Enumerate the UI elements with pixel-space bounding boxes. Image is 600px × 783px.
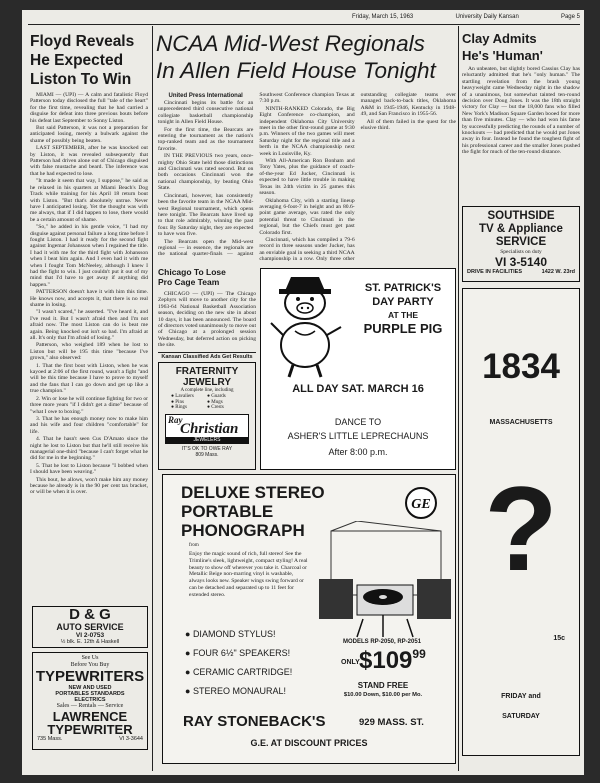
ad-1834-massachusetts: 1834 MASSACHUSETTS ? 15c FRIDAY and SATURDAY [462, 288, 580, 756]
clay-article: An unbeaten, but slightly bored Cassius Clay has reluctantly admitted that he's "only human." The startling revelation from the brash young heavyweight came Wednesday night in the shadow of a unanimous, but somewhat tainted ten-round decision over Doug Jones. It was the 18th straight victory for Clay — but the 18,000 fans who filled New York's Madison Square Garden booed for more than five minutes. Clay — who had won his fame by successfully predicting the rounds of a number of knockouts — had predicted that he would put Jones away in four. Instead he found the toughest fight of his professional career and the smaller Jones pushed the fight for much of the ten-round distance. [462, 66, 580, 156]
ncaa-article: United Press International Cincinnati begins its battle for an unprecedented third consecutive national collegiate basketball championship tonight in Allen Field House. For the first time, the Bearcats are entering the tournament as the nation's top-ranked team and as the tournament favorite. IN THE PREVIOUS two years, once-mighty Ohio State held those distinctions and Cincinnati was rated second. But on both occasions Cincinnati won the national championship, by beating Ohio State. Cincinnati, however, has consistently been the favorite team in the NCAA Mid-west Regional tournament, which opens here tonight. The Bearcats have lived up to that role admirably, winning the past four. By Saturday night, they are expected to have won five. The Bearcats open the Mid-west regional — in essence, the regionals are the national quarter-finals — against Southwest Conference champion Texas at 7:30 p.m. NINTH-RANKED Colorado, the Big Eight Conference co-champion, and independent Oklahoma City University meet in the other first-round game at 9:30 p.m. Winners of the two games will meet Saturday night for the regional title and a berth in the NCAA championship next week in Louisville, Ky. With All-American Ron Bonham and Tony Yates, plus the guidance of coach-of-the-year Ed Jucker, Cincinnati is expected to have little trouble in making Texas its 24th victim in 25 games this season. Oklahoma City, with a starting lineup averaging 6-foot-7 in height and an 80.6-point game average, was rated the only potential threat to Cincinnati in the regional, but the Chiefs must get past Colorado first. Cincinnati, which has compiled a 79-6 record in three seasons under Jucker, has an enviable goal in seeking a third NCAA championship in a row. Only three other outstanding collegiate teams ever managed back-to-back titles, Oklahoma A&M in 1945-1946, Kentucky in 1948-49, and San Francisco in 1955-56. All of them failed in the quest for the elusive third. [158, 92, 456, 263]
question-mark: ? [484, 462, 558, 596]
stereo-description: Enjoy the magic sound of rich, full stereo! See the Trimline's sleek, lightweight, compact styling! A real beauty to show off wherever you take it. Charcoal or Metallic Beige non-marring vinyl is washable, always looks new. Speaker wings swing forward or can be detached and separated up to 11 feet for extended stereo. [189, 551, 308, 598]
stereo-features: ● DIAMOND STYLUS! ● FOUR 6½" SPEAKERS! ● CERAMIC CARTRIDGE! ● STEREO MONAURAL! [185, 629, 293, 696]
purple-pig-ad: ST. PATRICK'S DAY PARTY AT THE PURPLE PIG ALL DAY SAT. MARCH 16 DANCE TO ASHER'S LITTLE LEPRECHAUNS After 8:00 p.m. [260, 268, 456, 470]
typewriter-ad: See Us Before You Buy TYPEWRITERS NEW AND USED PORTABLES STANDARDS ELECTRICS Sales — Rentals — Service LAWRENCE TYPEWRITER 735 Mass. VI 3-3644 [32, 652, 148, 750]
ncaa-headline: NCAA Mid-West Regionals In Allen Field House Tonight [156, 31, 436, 83]
chicago-article: CHICAGO — (UPI) — The Chicago Zephyrs will move to another city for the 1963-64 National Basketball Association season, deciding on the new site in about 10 days, it has been announced. The board of directors voted unanimously to move out of Chicago at a prolonged session Wednesday, but deferred action on picking the site. [158, 291, 256, 349]
newspaper-page [22, 10, 584, 775]
clay-headline: Clay Admits He's 'Human' [462, 31, 543, 63]
floyd-article: MIAMI — (UPI) — A calm and fatalistic Floyd Patterson today disclosed the full "tale of the heart" for the first time, revealing that he had carried a disguise for defeat into three previous bouts before his defeat last September to Sonny Liston. But said Patterson, it was not a preparation for anticipated losing, merely a bulwark against the shame of possibly being beaten. LAST SEPTEMBER, after he was knocked out by Liston, it was revealed subsequently that Patterson had driven alone out of Chicago disguised with false mustache and beard. The inference was that he had expected to lose. "It made it seem that way, I suppose," he said as he relaxed in his quarters at Miami Beach's Dog Track while training for his April 18 return bout with Liston. "But that's absolutely untrue. Never have I anticipated losing. Yet the thought was with me always, that if I did happen to lose, there would be a certain amount of shame. "So," he added in his gentle voice, "I had my disguise against personal failure a long time before I fought Liston. I had it ready for the second fight against Ingemar Johansson when I regained the title. I had it with me for the third fight with Johansson when I beat him again. And I even had it with me when I fought Tom McNeeley, although I knew I had the fight to win. I just couldn't put it out of my mind that I'd have to get away if anything did happen." PATTERSON doesn't have it with him this time. He knows now, and accepts it, that there is no real shame in losing. "I wasn't scared," he asserted. "I've heard it, and I've read it. But I wasn't afraid then and I'm not afraid now. The most Liston can do is beat me again. Being knocked out isn't so bad. I'm afraid at all. It's only that I'm afraid of losing." Patterson, who weighed 189 when he lost to Liston but will be 195 this time "because I've grown," also observed: 1. That the first bout with Liston, when he was kayoed at 2:06 of the first round, wasn't a fight "and will be this time because I have to prove to myself and the fans that I can go down and get up like a true champion." 2. Win or lose he will continue fighting for two or three more years "if I didn't get a dime" because of "what I owe to boxing." 3. That he has enough money now to make him and his wife and four children "comfortable" for life. 4. That he hasn't seen Cus D'Amato since the night he lost to Liston but that he'll still receive his managerial one-third "because I can't forget what he did for me in the beginning." 5. That he lost to Liston because "I bobbed when I should have been weaving." This bout, he allows, won't make him any money because he already is in the 90 per cent tax bracket, or will be when it is over. [30, 92, 148, 496]
fraternity-jewelry-ad: FRATERNITY JEWELRY A complete line, including ● Lavaliers ● Guards ● Pins ● Mugs ● Rings ● Crests Ray Christian JEWELERS IT'S OK TO OWE RAY 809 Mass. [158, 362, 256, 470]
southside-tv-ad: SOUTHSIDE TV & Appliance SERVICE Specialists on duty VI 3-5140 DRIVE IN FACILITIES 1422 W. 23rd [462, 206, 580, 282]
leprechaun-pig-icon [265, 273, 347, 381]
ge-logo-icon [405, 487, 437, 519]
masthead-paper: University Daily Kansan [455, 14, 519, 20]
dg-auto-ad: D & G AUTO SERVICE VI 2-0753 ½ blk. E. 12th & Haskell [32, 606, 148, 648]
stereo-price: $\$109^{99}$ [359, 647, 426, 674]
masthead-date: Friday, March 15, 1963 [352, 14, 414, 20]
masthead-page: Page 5 [560, 14, 580, 20]
stereo-phonograph-ad: DELUXE STEREO PORTABLE PHONOGRAPH GE from Enjoy the magic sound of rich, full stereo! See the Trimline's sleek, lightweight, compact styling! A real beauty to show off wherever you take it. Charcoal or Metallic Beige non-marring vinyl is washable, always looks new. Speaker wings swing forward or can be detached and separated up to 11 feet for extended stereo. ● DIAMOND STYLUS! ● FOUR 6½" SPEAKERS! ● CERAMIC CARTRIDGE! ● STEREO MONAURAL! MODELS RP-2050, RP-2051 ONLY $\$109^{99}$ STAND FREE $10.00 Down, $10.00 per Mo. RAY STONEBACK'S 929 MASS. ST. G.E. AT DISCOUNT PRICES [162, 474, 456, 764]
classified-slogan: Kansan Classified Ads Get Results [161, 354, 253, 360]
chicago-headline: Chicago To Lose Pro Cage Team [158, 267, 226, 287]
floyd-headline: Floyd Reveals He Expected Liston To Win [30, 33, 135, 88]
svg-text:GE: GE [411, 497, 431, 512]
ray-christian-logo: Ray Christian JEWELERS [165, 414, 249, 444]
phonograph-illustration [317, 521, 453, 639]
masthead [352, 14, 580, 23]
